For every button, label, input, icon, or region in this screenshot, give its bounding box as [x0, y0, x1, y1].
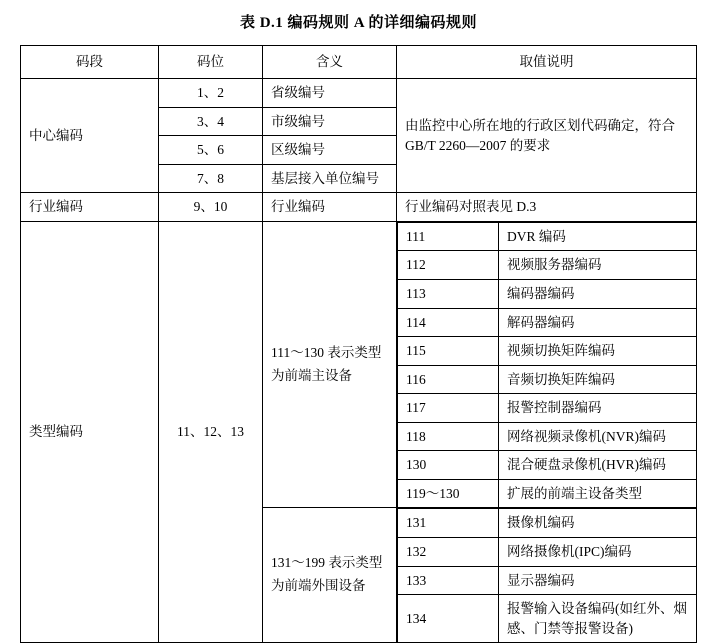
table-caption: 表 D.1 编码规则 A 的详细编码规则	[239, 15, 478, 31]
table-row	[21, 193, 697, 222]
device-desc: 网络视频录像机(NVR)编码	[499, 422, 697, 451]
description-center-code: 由监控中心所在地的行政区划代码确定，符合 GB/T 2260—2007 的要求	[397, 79, 697, 193]
device-code: 116	[398, 365, 499, 394]
device-code: 111	[398, 222, 499, 251]
sub-row	[398, 566, 697, 595]
device-desc: 编码器编码	[499, 279, 697, 308]
position-cell: 3、4	[159, 107, 263, 136]
device-code: 133	[398, 566, 499, 595]
device-desc: 摄像机编码	[499, 509, 697, 538]
device-desc: 混合硬盘录像机(HVR)编码	[499, 451, 697, 480]
table-row	[21, 79, 697, 108]
device-code: 112	[398, 251, 499, 280]
table-header-row	[21, 46, 697, 79]
column-header-meaning: 含义	[263, 46, 397, 79]
sub-row	[398, 251, 697, 280]
device-code: 118	[398, 422, 499, 451]
meaning-cell: 行业编码	[263, 193, 397, 222]
sub-row	[398, 394, 697, 423]
device-code: 113	[398, 279, 499, 308]
meaning-cell-main-device	[263, 221, 397, 508]
device-code: 132	[398, 538, 499, 567]
segment-type-code: 类型编码	[21, 221, 159, 642]
sub-row	[398, 595, 697, 643]
device-desc: 扩展的前端主设备类型	[499, 479, 697, 507]
device-code: 130	[398, 451, 499, 480]
sub-row	[398, 479, 697, 507]
sub-row	[398, 538, 697, 567]
device-desc: 显示器编码	[499, 566, 697, 595]
device-desc: 报警控制器编码	[499, 394, 697, 423]
sub-row	[398, 365, 697, 394]
sub-row	[398, 308, 697, 337]
device-desc: 视频服务器编码	[499, 251, 697, 280]
sub-row	[398, 337, 697, 366]
meaning-cell: 基层接入单位编号	[263, 164, 397, 193]
segment-center-code: 中心编码	[21, 79, 159, 193]
device-code: 114	[398, 308, 499, 337]
sub-row	[398, 422, 697, 451]
coding-rules-table	[20, 45, 697, 643]
device-desc: 网络摄像机(IPC)编码	[499, 538, 697, 567]
device-code: 119～130	[398, 479, 499, 507]
meaning-text: 111～130 表示类型为前端主设备	[271, 344, 382, 383]
device-code: 131	[398, 509, 499, 538]
meaning-cell: 区级编号	[263, 136, 397, 165]
sub-row	[398, 451, 697, 480]
column-header-description: 取值说明	[397, 46, 697, 79]
column-header-segment: 码段	[21, 46, 159, 79]
description-industry-code: 行业编码对照表见 D.3	[397, 193, 697, 222]
meaning-cell: 市级编号	[263, 107, 397, 136]
sub-table-main-device	[397, 222, 696, 508]
device-desc: 解码器编码	[499, 308, 697, 337]
sub-row	[398, 509, 697, 538]
meaning-text: 131～199 表示类型为前端外围设备	[271, 555, 383, 594]
segment-industry-code: 行业编码	[21, 193, 159, 222]
table-row	[21, 221, 697, 508]
position-cell: 7、8	[159, 164, 263, 193]
device-code: 117	[398, 394, 499, 423]
meaning-cell-peripheral-device	[263, 508, 397, 643]
description-main-device-list	[397, 221, 697, 508]
sub-row	[398, 279, 697, 308]
description-peripheral-device-list	[397, 508, 697, 643]
device-code: 134	[398, 595, 499, 643]
meaning-cell: 省级编号	[263, 79, 397, 108]
device-desc: 音频切换矩阵编码	[499, 365, 697, 394]
position-cell: 9、10	[159, 193, 263, 222]
sub-table-peripheral-device	[397, 508, 696, 642]
sub-row	[398, 222, 697, 251]
column-header-position: 码位	[159, 46, 263, 79]
device-desc: 报警输入设备编码(如红外、烟感、门禁等报警设备)	[499, 595, 697, 643]
device-code: 115	[398, 337, 499, 366]
device-desc: 视频切换矩阵编码	[499, 337, 697, 366]
position-cell: 1、2	[159, 79, 263, 108]
position-cell: 5、6	[159, 136, 263, 165]
position-cell: 11、12、13	[159, 221, 263, 642]
device-desc: DVR 编码	[499, 222, 697, 251]
